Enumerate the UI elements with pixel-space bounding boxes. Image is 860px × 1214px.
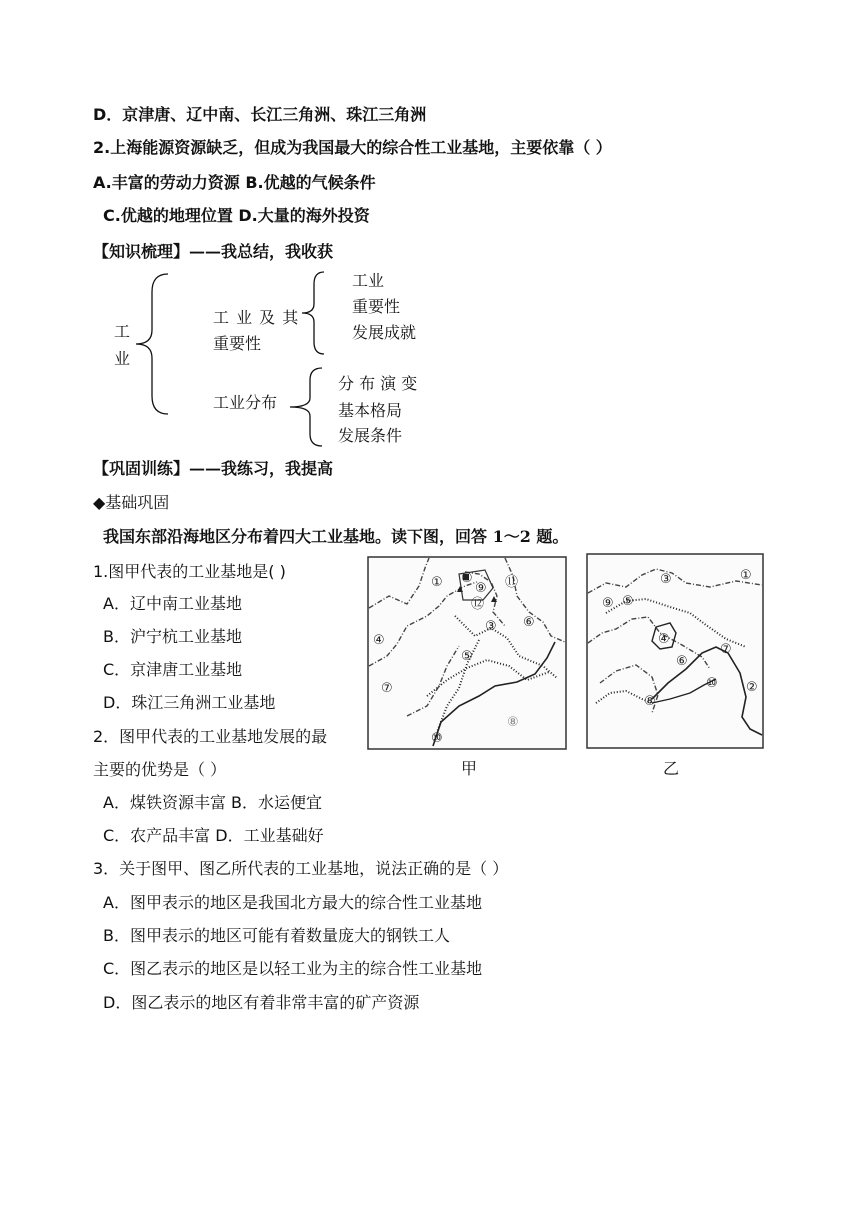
- branch1-label-line2: 重要性: [213, 334, 262, 353]
- map-jia-marker-2: ②: [461, 571, 473, 586]
- map-yi-marker-10: ⑩: [706, 676, 718, 691]
- q1-stem: 1.图甲代表的工业基地是( ): [93, 562, 286, 581]
- map-yi-marker-9: ⑨: [602, 596, 614, 611]
- q1-option-a: A．辽中南工业基地: [103, 594, 242, 613]
- practice-header: 【巩固训练】——我练习，我提高: [93, 459, 334, 478]
- practice-intro: 我国东部沿海地区分布着四大工业基地。读下图，回答 1～2 题。: [103, 527, 569, 546]
- map-jia-marker-6: ⑥: [523, 615, 535, 630]
- branch1-label-line1: 工 业 及 其: [213, 308, 300, 327]
- map-jia: [367, 556, 567, 750]
- branch2-label: 工业分布: [213, 393, 278, 412]
- q3-option-c: C．图乙表示的地区是以轻工业为主的综合性工业基地: [103, 959, 483, 978]
- option-d-line: D．京津唐、辽中南、长江三角洲、珠江三角洲: [93, 105, 427, 124]
- knowledge-header: 【知识梳理】——我总结，我收获: [93, 242, 334, 261]
- q3-option-d: D．图乙表示的地区有着非常丰富的矿产资源: [103, 993, 420, 1012]
- question-shanghai-options-ab: A.丰富的劳动力资源 B.优越的气候条件: [93, 173, 376, 192]
- map-yi-marker-2: ②: [746, 680, 758, 695]
- map-jia-marker-3: ③: [485, 619, 497, 634]
- question-shanghai-stem: 2.上海能源资源缺乏，但成为我国最大的综合性工业基地，主要依靠（ ）: [93, 138, 612, 157]
- question-shanghai-options-cd: C.优越的地理位置 D.大量的海外投资: [103, 206, 370, 225]
- q2-stem-line1: 2．图甲代表的工业基地发展的最: [93, 727, 328, 746]
- tree-root-char-2: 业: [114, 349, 131, 368]
- map-yi-marker-1: ①: [740, 568, 752, 583]
- q1-option-d: D．珠江三角洲工业基地: [103, 693, 276, 712]
- map-yi-marker-7: ⑦: [720, 642, 732, 657]
- map-yi-marker-6: ⑥: [676, 654, 688, 669]
- map-jia-marker-4: ④: [373, 633, 385, 648]
- tree-root-char-1: 工: [114, 322, 131, 341]
- map-jia-marker-10: ⑩: [431, 731, 443, 746]
- q2-stem-line2: 主要的优势是（ ）: [93, 760, 227, 779]
- map-jia-marker-8: ⑧: [507, 715, 519, 730]
- q2-options-cd: C．农产品丰富 D．工业基础好: [103, 826, 324, 845]
- branch2-item-1: 分 布 演 变: [338, 374, 418, 393]
- branch2-item-2: 基本格局: [338, 401, 403, 420]
- map-yi-marker-4: ④: [658, 632, 670, 647]
- map-yi-marker-3: ③: [660, 572, 672, 587]
- map-jia-marker-9: ⑨: [475, 581, 487, 596]
- branch1-item-1: 工业: [352, 271, 385, 290]
- branch1-brace: [298, 270, 328, 356]
- q1-option-b: B．沪宁杭工业基地: [103, 627, 242, 646]
- map-jia-marker-5: ⑤: [461, 649, 473, 664]
- map-jia-marker-7: ⑦: [381, 681, 393, 696]
- q3-option-b: B．图甲表示的地区可能有着数量庞大的钢铁工人: [103, 926, 450, 945]
- branch2-brace: [286, 366, 326, 448]
- map-jia-marker-12: ⑫: [471, 597, 485, 612]
- practice-section-title: ◆基础巩固: [93, 493, 170, 512]
- map-jia-marker-11: ⑪: [505, 575, 519, 590]
- tree-root-brace: [132, 272, 172, 418]
- branch2-item-3: 发展条件: [338, 426, 403, 445]
- map-yi-caption: 乙: [663, 759, 680, 778]
- map-jia-caption: 甲: [461, 759, 478, 778]
- q1-option-c: C．京津唐工业基地: [103, 660, 243, 679]
- map-yi-marker-5: ⑤: [622, 594, 634, 609]
- q2-options-ab: A．煤铁资源丰富 B．水运便宜: [103, 793, 323, 812]
- map-yi: [586, 553, 766, 751]
- q3-option-a: A．图甲表示的地区是我国北方最大的综合性工业基地: [103, 893, 482, 912]
- branch1-item-2: 重要性: [352, 297, 401, 316]
- q3-stem: 3．关于图甲、图乙所代表的工业基地，说法正确的是（ ）: [93, 859, 509, 878]
- map-jia-marker-1: ①: [431, 575, 443, 590]
- branch1-item-3: 发展成就: [352, 323, 417, 342]
- map-yi-marker-8: ⑧: [644, 694, 656, 709]
